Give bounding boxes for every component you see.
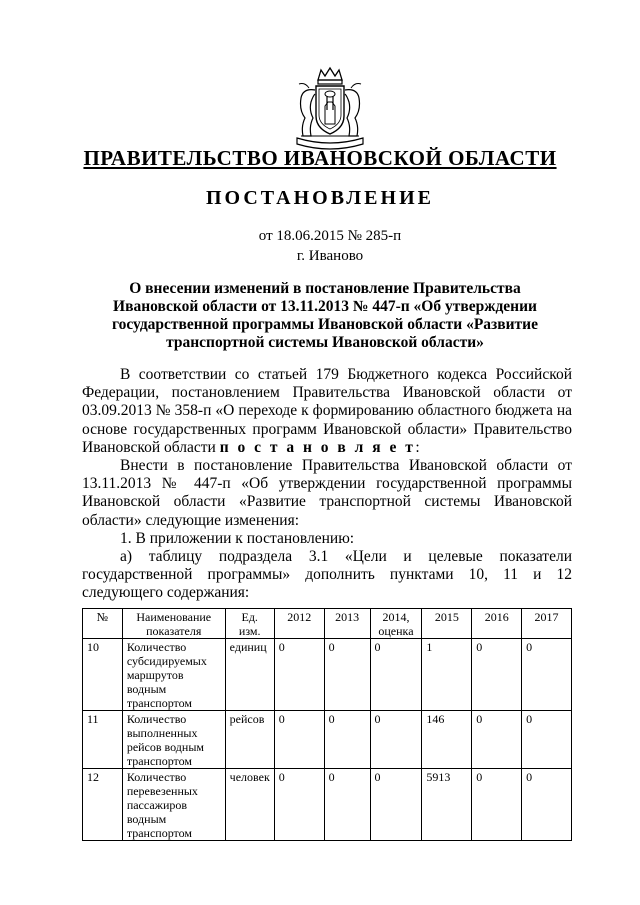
subject-line: Ивановской области от 13.11.2013 № 447-п «Об утверждении bbox=[113, 298, 537, 315]
subject-line: транспортной системы Ивановской области» bbox=[166, 334, 484, 351]
indicators-table bbox=[82, 608, 572, 841]
table-row bbox=[83, 711, 572, 769]
table-cell: 0 bbox=[274, 769, 324, 841]
table-cell: 10 bbox=[83, 639, 123, 711]
table-cell: 0 bbox=[472, 769, 522, 841]
header-number: № bbox=[83, 609, 123, 639]
header-year-2013: 2013 bbox=[324, 609, 370, 639]
table-header-row bbox=[83, 609, 572, 639]
table-cell: человек bbox=[225, 769, 274, 841]
decree-colon: : bbox=[415, 438, 420, 456]
paragraph-text: В соответствии со статьей 179 Бюджетного кодекса Российской Федерации, постановлением Правительства Ивановской области от 03.09.2013 № 358-п «О переходе к формированию областного бюджета на основе государственных программ Ивановской области» Правительство Ивановской области bbox=[82, 366, 572, 456]
table-cell: Количество субсидируемых маршрутов водным транспортом bbox=[122, 639, 225, 711]
table-cell: 0 bbox=[522, 711, 572, 769]
header-year-2016: 2016 bbox=[472, 609, 522, 639]
table-cell: 1 bbox=[422, 639, 472, 711]
header-year-2015: 2015 bbox=[422, 609, 472, 639]
header-year-2017: 2017 bbox=[522, 609, 572, 639]
table-cell: 0 bbox=[324, 639, 370, 711]
table-cell: 0 bbox=[370, 711, 422, 769]
table-row bbox=[83, 769, 572, 841]
table-cell: 0 bbox=[274, 711, 324, 769]
paragraph-item-1: 1. В приложении к постановлению: bbox=[120, 529, 355, 547]
table-cell: 0 bbox=[472, 639, 522, 711]
table-cell: Количество выполненных рейсов водным транспортом bbox=[122, 711, 225, 769]
table-cell: 0 bbox=[324, 711, 370, 769]
header-year-2014: 2014, оценка bbox=[370, 609, 422, 639]
document-type: ПОСТАНОВЛЕНИЕ bbox=[206, 187, 434, 209]
table-cell: 146 bbox=[422, 711, 472, 769]
table-cell: 0 bbox=[274, 639, 324, 711]
table-row bbox=[83, 639, 572, 711]
paragraph-item-a: а) таблицу подраздела 3.1 «Цели и целевые показатели государственной программы» дополнить пунктами 10, 11 и 12 следующего содержания: bbox=[82, 548, 572, 602]
header-unit: Ед. изм. bbox=[225, 609, 274, 639]
table-cell: Количество перевезенных пассажиров водным транспортом bbox=[122, 769, 225, 841]
table-cell: 0 bbox=[370, 639, 422, 711]
table-cell: 0 bbox=[522, 639, 572, 711]
document-city: г. Иваново bbox=[296, 248, 364, 264]
table-cell: 5913 bbox=[422, 769, 472, 841]
table-cell: 0 bbox=[522, 769, 572, 841]
table-cell: 0 bbox=[472, 711, 522, 769]
header-year-2012: 2012 bbox=[274, 609, 324, 639]
subject-line: государственной программы Ивановской области «Развитие bbox=[111, 316, 538, 333]
table-cell: единиц bbox=[225, 639, 274, 711]
paragraph-legal-basis bbox=[82, 366, 572, 457]
header-indicator-name: Наименование показателя bbox=[122, 609, 225, 639]
document-date-number: от 18.06.2015 № 285-п bbox=[258, 228, 402, 244]
coat-of-arms-icon bbox=[291, 66, 369, 154]
table-cell: 12 bbox=[83, 769, 123, 841]
table-cell: 0 bbox=[324, 769, 370, 841]
document-body bbox=[82, 366, 572, 603]
decree-word: п о с т а н о в л я е т bbox=[219, 438, 416, 456]
table-cell: 0 bbox=[370, 769, 422, 841]
document-subject bbox=[100, 280, 550, 352]
table-cell: 11 bbox=[83, 711, 123, 769]
government-title: ПРАВИТЕЛЬСТВО ИВАНОВСКОЙ ОБЛАСТИ bbox=[83, 146, 557, 170]
table-cell: рейсов bbox=[225, 711, 274, 769]
paragraph-amendment: Внести в постановление Правительства Ивановской области от 13.11.2013 № 447-п «Об утверждении государственной программы Ивановской области «Развитие транспортной системы Ивановской области» следующие изменения: bbox=[82, 457, 572, 529]
subject-line: О внесении изменений в постановление Правительства bbox=[129, 280, 521, 297]
